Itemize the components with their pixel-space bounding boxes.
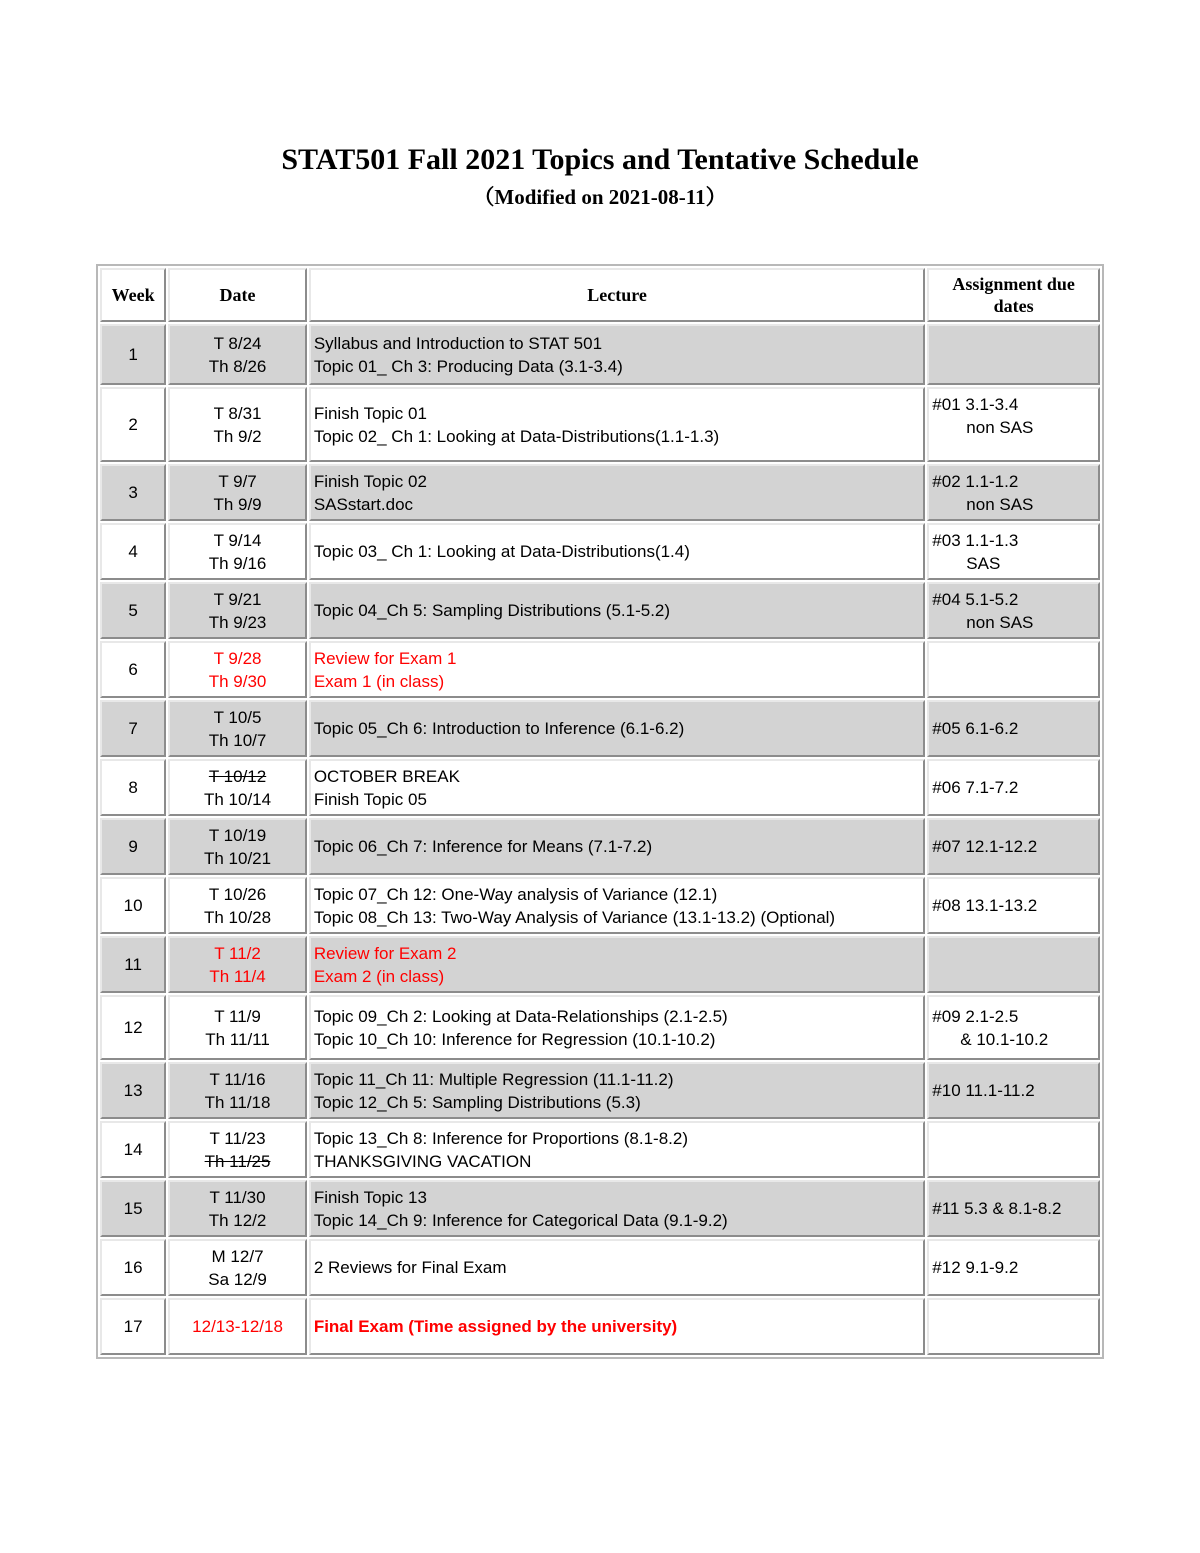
lecture-line-2: SASstart.doc — [313, 494, 414, 514]
table-row — [100, 1298, 1100, 1355]
date-line-2: Th 10/14 — [203, 789, 272, 809]
assignment-line-1: #10 11.1-11.2 — [932, 1081, 1035, 1100]
date-line-2: Sa 12/9 — [208, 1269, 267, 1289]
lecture-line-1: Topic 09_Ch 2: Looking at Data-Relationships (2.1-2.5) — [313, 1006, 728, 1026]
date-line-1: T 10/12 — [208, 766, 267, 786]
date-line-1: T 9/14 — [213, 530, 262, 550]
assignment-cell — [927, 1239, 1100, 1296]
date-line-2: Th 11/25 — [204, 1151, 271, 1171]
date-line-1: T 8/31 — [213, 403, 262, 423]
table-row — [100, 324, 1100, 385]
date-line-1: T 11/30 — [209, 1187, 266, 1207]
lecture-line-2: Topic 10_Ch 10: Inference for Regression (10.1-10.2) — [313, 1029, 716, 1049]
date-line-2: Th 12/2 — [208, 1210, 267, 1230]
table-row — [100, 1180, 1100, 1237]
lecture-line-1: Topic 03_ Ch 1: Looking at Data-Distributions(1.4) — [313, 542, 690, 561]
lecture-line-2: Topic 14_Ch 9: Inference for Categorical Data (9.1-9.2) — [313, 1210, 728, 1230]
week-cell: 6 — [100, 641, 166, 698]
date-cell — [168, 464, 307, 521]
lecture-line-1: 2 Reviews for Final Exam — [313, 1258, 507, 1277]
lecture-cell — [309, 877, 925, 934]
lecture-cell — [309, 700, 925, 757]
lecture-cell — [309, 641, 925, 698]
table-row — [100, 1121, 1100, 1178]
lecture-line-2: Topic 02_ Ch 1: Looking at Data-Distributions(1.1-1.3) — [313, 426, 720, 446]
week-cell: 14 — [100, 1121, 166, 1178]
date-line-1: T 11/16 — [209, 1069, 266, 1089]
assignment-cell — [927, 759, 1100, 816]
lecture-line-1: Finish Topic 02 — [313, 471, 427, 491]
lecture-cell — [309, 582, 925, 639]
assignment-line-1: #09 2.1-2.5 — [932, 1006, 1019, 1026]
assignment-line-1: #11 5.3 & 8.1-8.2 — [932, 1199, 1062, 1218]
lecture-cell — [309, 936, 925, 993]
lecture-line-1: Finish Topic 13 — [313, 1187, 427, 1207]
week-cell: 13 — [100, 1062, 166, 1119]
date-cell — [168, 523, 307, 580]
lecture-line-1: Review for Exam 2 — [313, 943, 457, 963]
header-assignment: Assignment due dates — [927, 268, 1100, 322]
lecture-line-1: Topic 11_Ch 11: Multiple Regression (11.1-11.2) — [313, 1069, 674, 1089]
page-title: STAT501 Fall 2021 Topics and Tentative Schedule — [281, 143, 919, 176]
date-line-2: Th 11/4 — [209, 966, 266, 986]
date-cell — [168, 877, 307, 934]
week-cell: 10 — [100, 877, 166, 934]
week-cell: 1 — [100, 324, 166, 385]
lecture-cell — [309, 1298, 925, 1355]
lecture-cell — [309, 464, 925, 521]
lecture-line-1: Topic 06_Ch 7: Inference for Means (7.1-7.2) — [313, 837, 653, 856]
date-cell — [168, 324, 307, 385]
week-cell: 3 — [100, 464, 166, 521]
lecture-line-1: Topic 05_Ch 6: Introduction to Inference (6.1-6.2) — [313, 719, 685, 738]
table-row — [100, 1239, 1100, 1296]
week-cell: 16 — [100, 1239, 166, 1296]
lecture-line-2: THANKSGIVING VACATION — [313, 1151, 532, 1171]
header-date: Date — [168, 268, 307, 322]
assignment-cell — [927, 877, 1100, 934]
assignment-line-2: non SAS — [966, 612, 1034, 632]
date-line-2: Th 9/2 — [213, 426, 262, 446]
assignment-cell — [927, 1121, 1100, 1178]
assignment-line-2: non SAS — [966, 418, 1034, 437]
lecture-cell — [309, 1180, 925, 1237]
assignment-line-2: non SAS — [966, 494, 1034, 514]
week-cell: 12 — [100, 995, 166, 1060]
assignment-cell — [927, 1062, 1100, 1119]
table-row — [100, 700, 1100, 757]
lecture-cell — [309, 1239, 925, 1296]
header-week: Week — [100, 268, 166, 322]
week-cell: 7 — [100, 700, 166, 757]
table-row — [100, 818, 1100, 875]
assignment-cell — [927, 818, 1100, 875]
date-line-1: T 10/26 — [208, 884, 267, 904]
table-row — [100, 995, 1100, 1060]
table-row — [100, 641, 1100, 698]
date-line-2: Th 9/30 — [208, 671, 267, 691]
date-line-1: 12/13-12/18 — [192, 1317, 283, 1336]
date-line-2: Th 9/23 — [208, 612, 267, 632]
assignment-cell — [927, 1180, 1100, 1237]
lecture-line-1: Syllabus and Introduction to STAT 501 — [313, 333, 603, 353]
lecture-cell — [309, 1062, 925, 1119]
date-cell — [168, 1298, 307, 1355]
lecture-line-2: Topic 01_ Ch 3: Producing Data (3.1-3.4) — [313, 356, 623, 376]
week-cell: 17 — [100, 1298, 166, 1355]
lecture-cell — [309, 759, 925, 816]
table-row — [100, 582, 1100, 639]
date-line-2: Th 10/28 — [203, 907, 272, 927]
date-line-1: T 10/19 — [208, 825, 267, 845]
header-row — [100, 268, 1100, 322]
lecture-cell — [309, 523, 925, 580]
date-cell — [168, 582, 307, 639]
date-line-2: Th 8/26 — [208, 356, 267, 376]
assignment-cell — [927, 387, 1100, 462]
lecture-cell — [309, 1121, 925, 1178]
week-cell: 8 — [100, 759, 166, 816]
header-lecture: Lecture — [309, 268, 925, 322]
assignment-line-1: #02 1.1-1.2 — [932, 471, 1019, 491]
week-cell: 15 — [100, 1180, 166, 1237]
date-cell — [168, 387, 307, 462]
lecture-cell — [309, 818, 925, 875]
date-cell — [168, 1062, 307, 1119]
assignment-cell — [927, 1298, 1100, 1355]
table-row — [100, 1062, 1100, 1119]
assignment-cell — [927, 641, 1100, 698]
date-line-1: T 11/23 — [209, 1128, 266, 1148]
date-line-2: Th 11/11 — [205, 1029, 270, 1049]
date-line-1: T 10/5 — [213, 707, 262, 727]
page-subtitle: （Modified on 2021-08-11） — [473, 185, 727, 209]
lecture-cell — [309, 995, 925, 1060]
assignment-line-1: #08 13.1-13.2 — [932, 896, 1038, 915]
table-row — [100, 464, 1100, 521]
assignment-cell — [927, 464, 1100, 521]
date-cell — [168, 1239, 307, 1296]
table-row — [100, 936, 1100, 993]
table-row — [100, 523, 1100, 580]
table-row — [100, 387, 1100, 462]
table-row — [100, 877, 1100, 934]
lecture-line-1: Topic 04_Ch 5: Sampling Distributions (5.1-5.2) — [313, 601, 671, 620]
date-line-1: T 9/28 — [213, 648, 262, 668]
lecture-cell — [309, 324, 925, 385]
week-cell: 9 — [100, 818, 166, 875]
assignment-cell — [927, 995, 1100, 1060]
date-cell — [168, 995, 307, 1060]
assignment-cell — [927, 523, 1100, 580]
assignment-line-1: #01 3.1-3.4 — [932, 395, 1019, 414]
assignment-cell — [927, 700, 1100, 757]
lecture-line-1: Review for Exam 1 — [313, 648, 457, 668]
week-cell: 5 — [100, 582, 166, 639]
date-line-2: Th 9/16 — [208, 553, 267, 573]
date-cell — [168, 641, 307, 698]
date-cell — [168, 700, 307, 757]
week-cell: 2 — [100, 387, 166, 462]
assignment-line-1: #06 7.1-7.2 — [932, 778, 1019, 797]
lecture-line-1: OCTOBER BREAK — [313, 766, 460, 786]
lecture-line-2: Exam 2 (in class) — [313, 966, 445, 986]
assignment-cell — [927, 936, 1100, 993]
assignment-line-2: & 10.1-10.2 — [960, 1029, 1049, 1049]
assignment-line-1: #12 9.1-9.2 — [932, 1258, 1019, 1277]
assignment-line-1: #04 5.1-5.2 — [932, 589, 1019, 609]
lecture-line-1: Finish Topic 01 — [313, 403, 427, 423]
schedule-table — [96, 264, 1104, 1359]
date-line-1: T 11/9 — [214, 1006, 261, 1026]
date-cell — [168, 1180, 307, 1237]
assignment-line-2: SAS — [966, 553, 1001, 573]
lecture-line-2: Finish Topic 05 — [313, 789, 427, 809]
date-line-1: T 11/2 — [214, 943, 261, 963]
date-cell — [168, 1121, 307, 1178]
assignment-cell — [927, 582, 1100, 639]
date-line-1: T 9/21 — [213, 589, 262, 609]
date-line-1: T 8/24 — [213, 333, 262, 353]
date-line-2: Th 10/7 — [208, 730, 267, 750]
lecture-line-2: Exam 1 (in class) — [313, 671, 445, 691]
assignment-line-1: #03 1.1-1.3 — [932, 530, 1019, 550]
week-cell: 4 — [100, 523, 166, 580]
week-cell: 11 — [100, 936, 166, 993]
date-cell — [168, 818, 307, 875]
assignment-cell — [927, 324, 1100, 385]
date-cell — [168, 936, 307, 993]
date-line-1: M 12/7 — [211, 1246, 264, 1266]
lecture-line-2: Topic 08_Ch 13: Two-Way Analysis of Variance (13.1-13.2) (Optional) — [313, 907, 836, 927]
date-line-2: Th 11/18 — [204, 1092, 271, 1112]
assignment-line-1: #05 6.1-6.2 — [932, 719, 1019, 738]
schedule-body — [100, 324, 1100, 1355]
lecture-cell — [309, 387, 925, 462]
date-line-2: Th 9/9 — [213, 494, 262, 514]
date-cell — [168, 759, 307, 816]
lecture-line-1: Topic 13_Ch 8: Inference for Proportions (8.1-8.2) — [313, 1128, 689, 1148]
lecture-line-1: Topic 07_Ch 12: One-Way analysis of Variance (12.1) — [313, 884, 718, 904]
date-line-1: T 9/7 — [218, 471, 257, 491]
lecture-line-1: Final Exam (Time assigned by the university) — [313, 1317, 678, 1336]
assignment-line-1: #07 12.1-12.2 — [932, 837, 1038, 856]
date-line-2: Th 10/21 — [203, 848, 272, 868]
table-row — [100, 759, 1100, 816]
lecture-line-2: Topic 12_Ch 5: Sampling Distributions (5.3) — [313, 1092, 641, 1112]
